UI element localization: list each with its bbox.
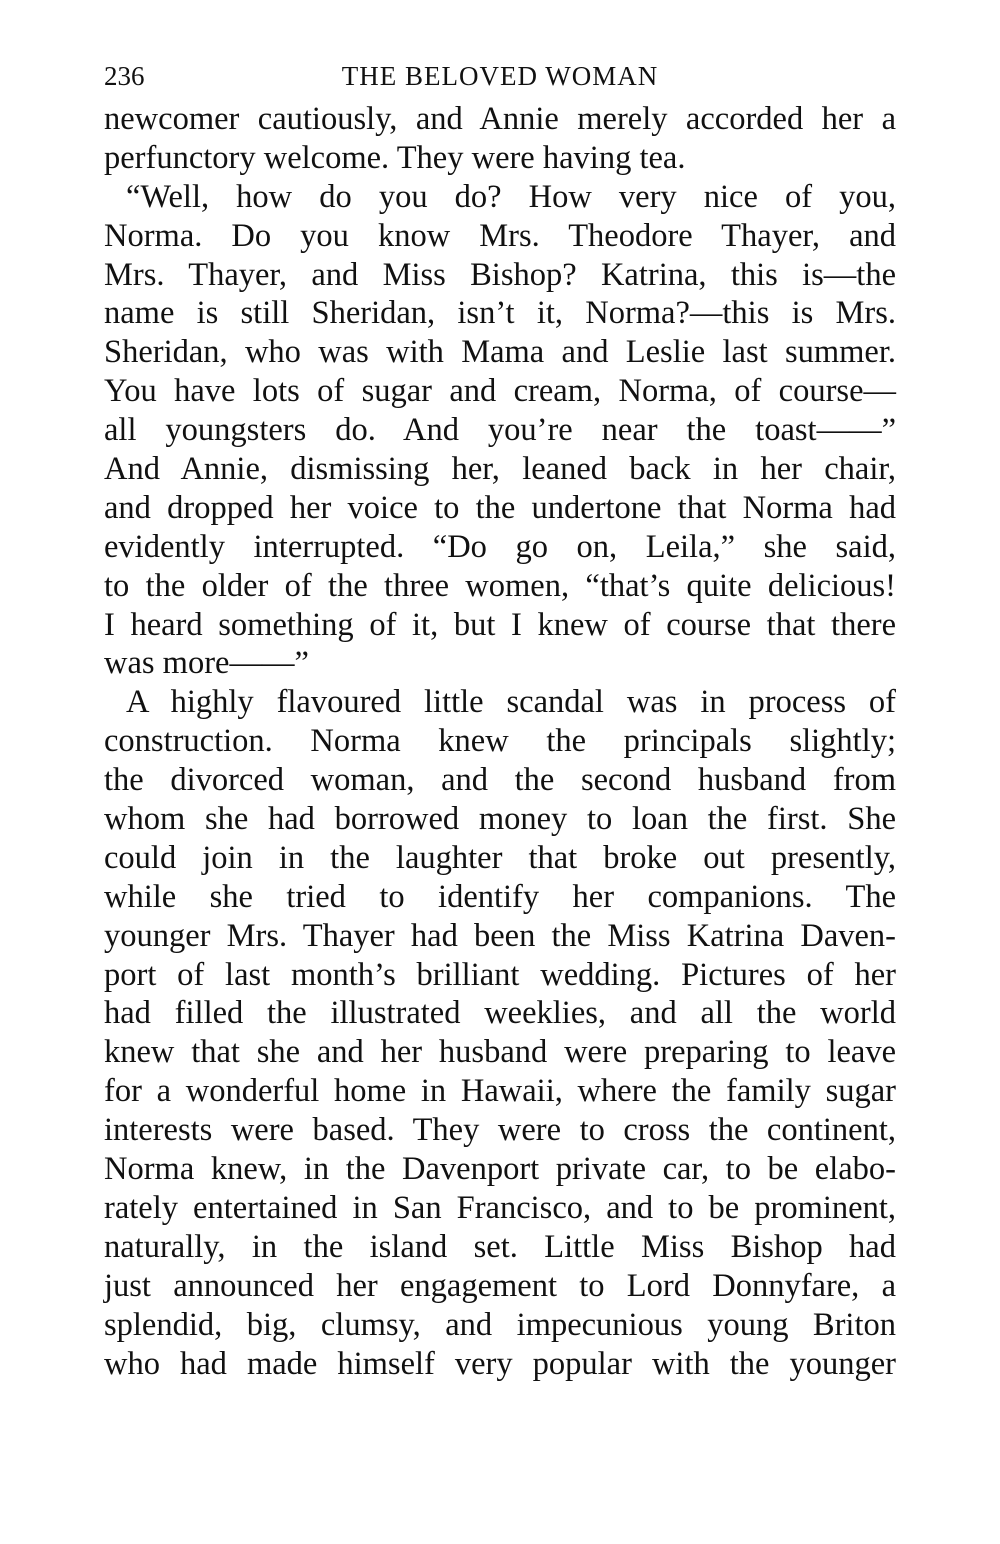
text-line: just announced her engagement to Lord Donnyfare, a [104, 1267, 896, 1304]
text-line: evidently interrupted. “Do go on, Leila,” she said, [104, 528, 896, 565]
text-line: rately entertained in San Francisco, and to be prominent, [104, 1189, 896, 1226]
text-line: And Annie, dismissing her, leaned back in her chair, [104, 451, 896, 488]
text-line: Mrs. Thayer, and Miss Bishop? Katrina, this is—the [104, 256, 896, 293]
text-line: port of last month’s brilliant wedding. Pictures of her [104, 956, 896, 993]
text-line: perfunctory welcome. They were having tea. [104, 139, 686, 176]
text-line: You have lots of sugar and cream, Norma, of course— [104, 373, 896, 410]
text-line: all youngsters do. And you’re near the toast——” [104, 412, 896, 449]
text-line: who had made himself very popular with the younger [104, 1345, 896, 1382]
text-line: the divorced woman, and the second husband from [104, 762, 896, 799]
book-page [104, 52, 896, 1383]
running-head [104, 52, 896, 100]
text-line: newcomer cautiously, and Annie merely accorded her a [104, 101, 896, 137]
text-line: construction. Norma knew the principals slightly; [104, 723, 896, 760]
text-line: for a wonderful home in Hawaii, where the family sugar [104, 1073, 896, 1110]
text-line: while she tried to identify her companions. The [104, 878, 896, 915]
text-line: had filled the illustrated weeklies, and all the world [104, 995, 896, 1032]
text-line: was more——” [104, 645, 309, 682]
text-line: “Well, how do you do? How very nice of you, [126, 178, 896, 215]
text-line: A highly flavoured little scandal was in process of [126, 684, 896, 721]
text-line: to the older of the three women, “that’s quite delicious! [104, 567, 896, 604]
text-line: knew that she and her husband were preparing to leave [104, 1034, 896, 1071]
text-line: name is still Sheridan, isn’t it, Norma?—this is Mrs. [104, 295, 896, 332]
text-line: Norma. Do you know Mrs. Theodore Thayer, and [104, 217, 896, 254]
page-number: 236 [104, 61, 145, 91]
text-line: could join in the laughter that broke out presently, [104, 839, 896, 876]
text-line: and dropped her voice to the undertone that Norma had [104, 489, 896, 526]
text-line: I heard something of it, but I knew of course that there [104, 606, 896, 643]
text-line: Norma knew, in the Davenport private car, to be elabo- [104, 1151, 896, 1188]
body-text [104, 100, 896, 1383]
text-line: interests were based. They were to cross the continent, [104, 1112, 896, 1149]
text-line: splendid, big, clumsy, and impecunious young Briton [104, 1306, 896, 1343]
text-line: naturally, in the island set. Little Miss Bishop had [104, 1228, 896, 1265]
text-line: younger Mrs. Thayer had been the Miss Katrina Daven- [104, 917, 896, 954]
text-line: Sheridan, who was with Mama and Leslie last summer. [104, 334, 896, 371]
book-title: THE BELOVED WOMAN [341, 61, 659, 91]
text-line: whom she had borrowed money to loan the first. She [104, 801, 896, 838]
